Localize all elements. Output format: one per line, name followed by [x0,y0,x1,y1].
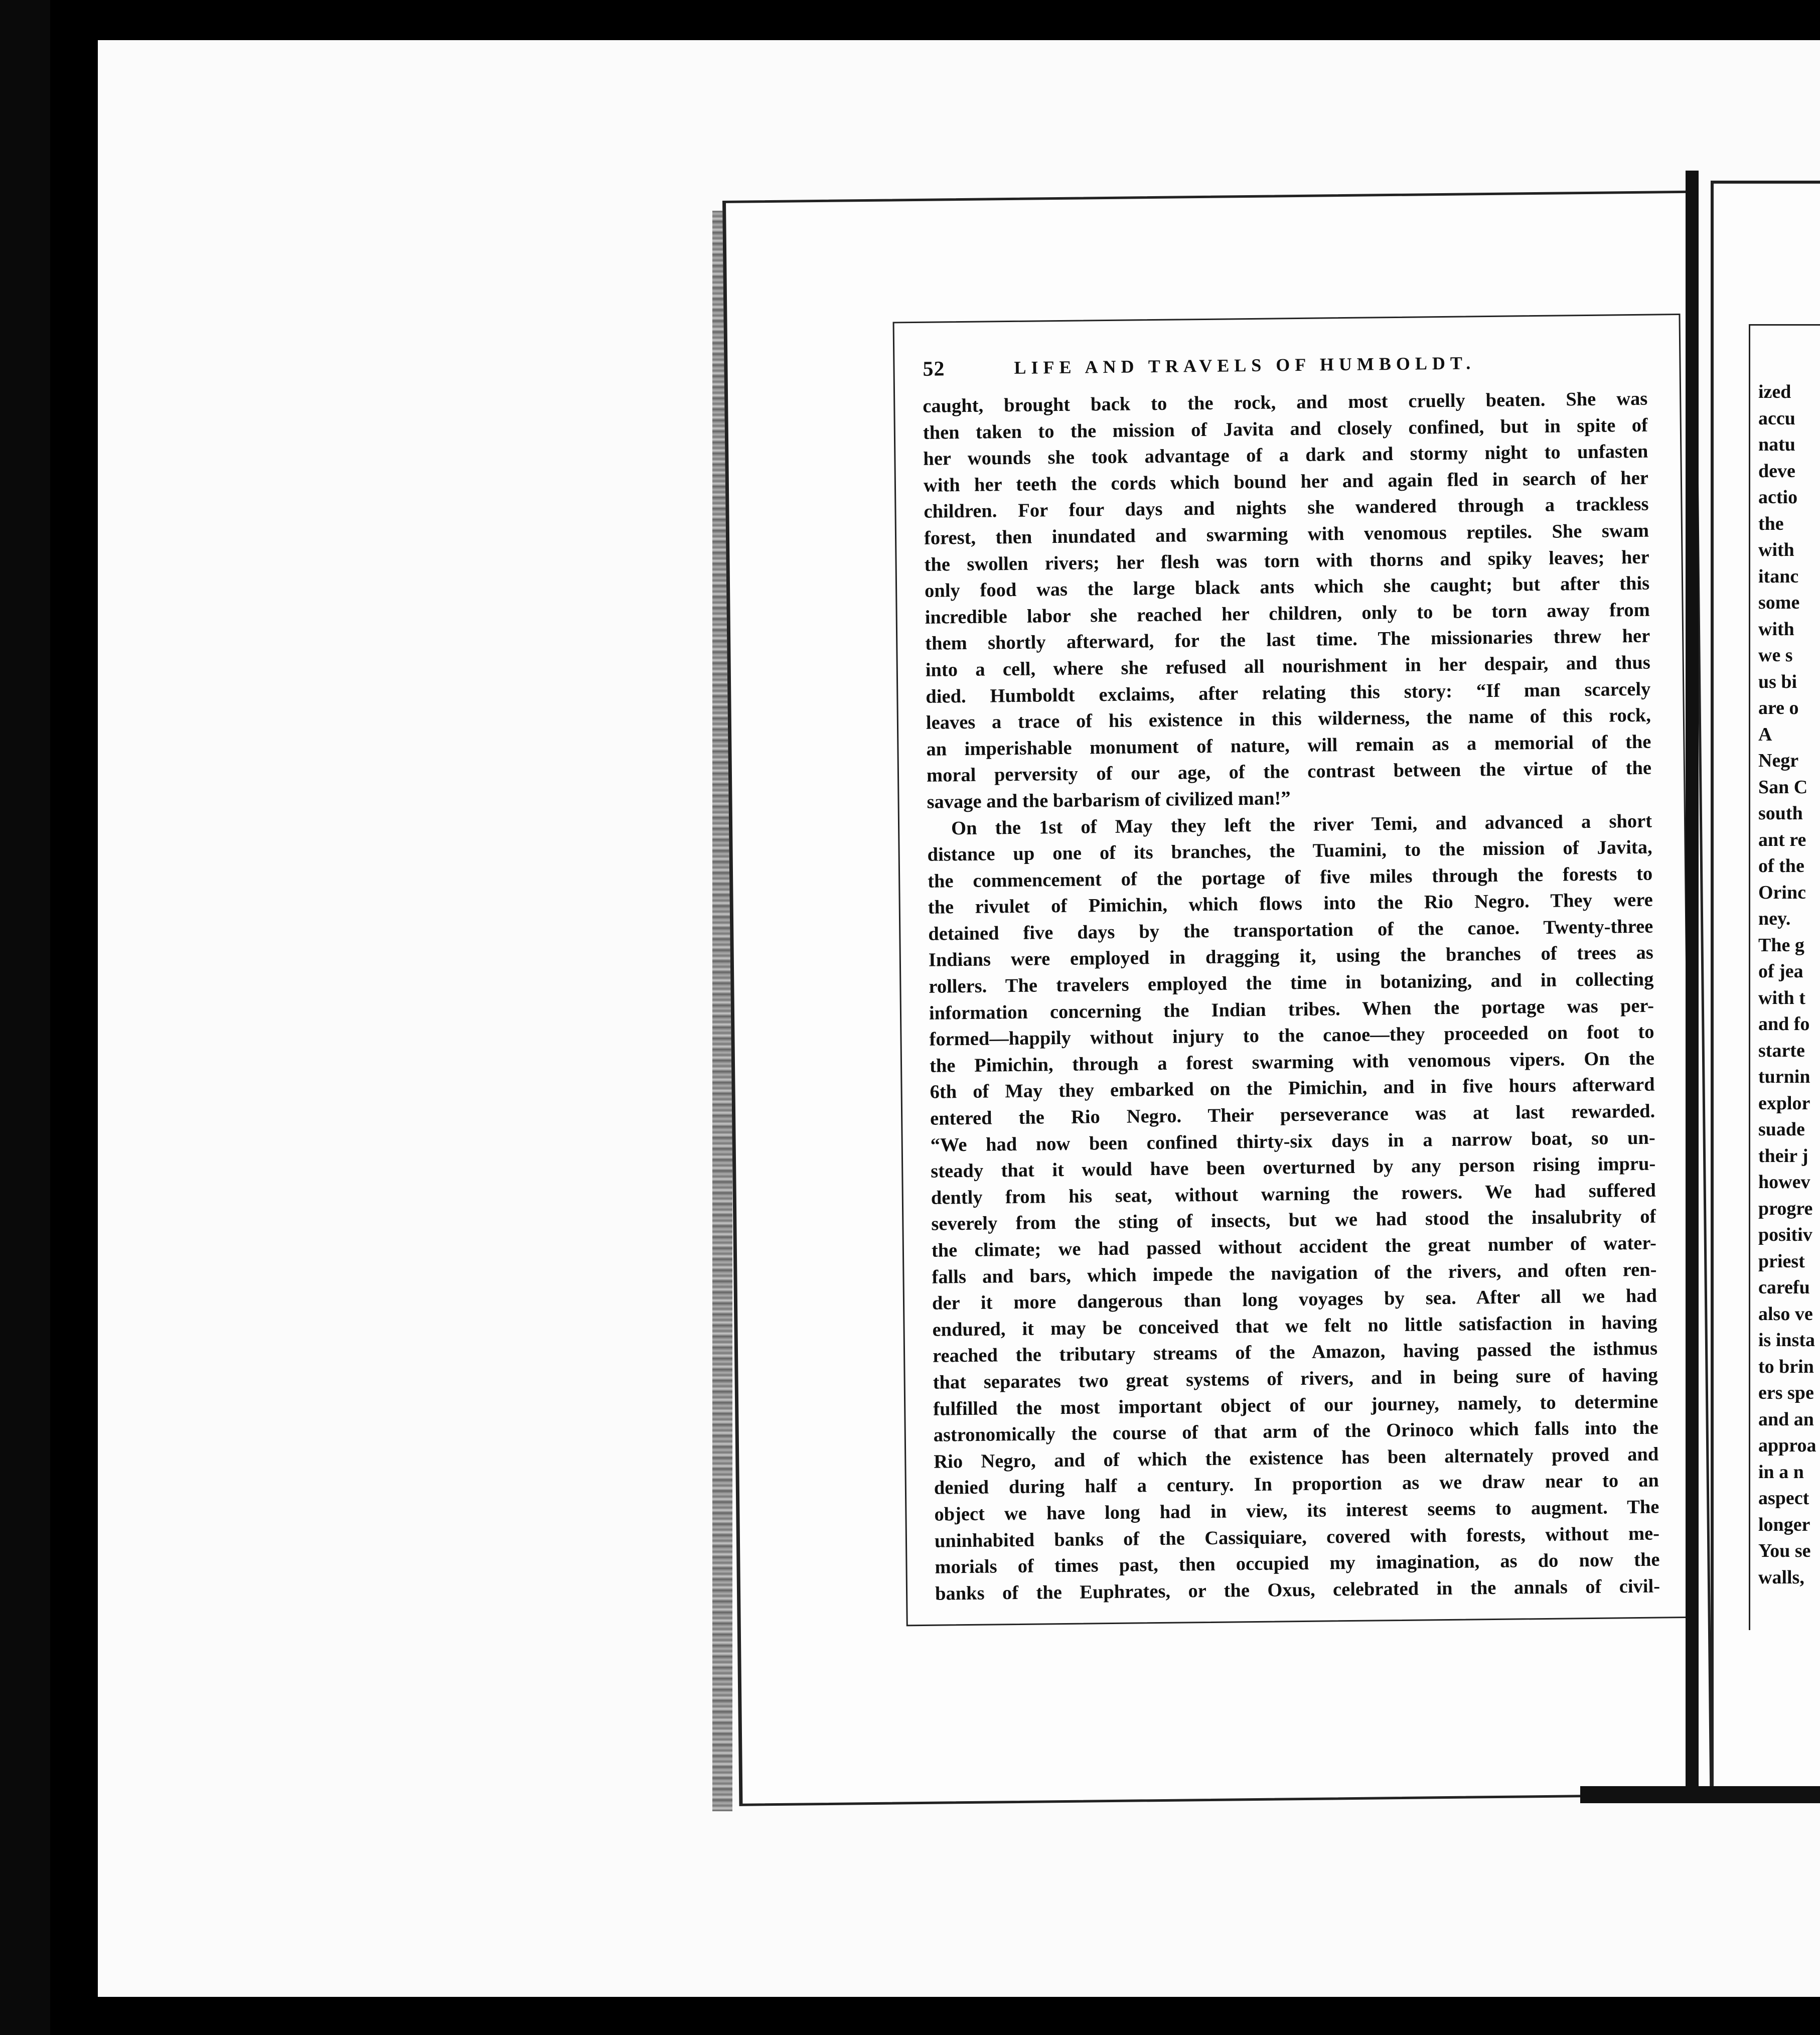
facing-text-line: explor [1758,1092,1810,1114]
facing-text-line: their j [1758,1145,1808,1167]
text-line: died. Humboldt exclaims, after relating this story: “If man scarcely [926,678,1651,707]
facing-text-line: deve [1758,460,1795,482]
facing-text-line: A [1758,723,1772,745]
facing-text-line: of the [1758,855,1804,877]
facing-text-line: and fo [1758,1013,1810,1035]
text-line: “We had now been confined thirty-six days in a narrow boat, so un- [930,1127,1655,1156]
facing-text-line: with [1758,539,1794,560]
page-number: 52 [923,357,945,381]
film-edge-bar [1580,1786,1820,1803]
facing-text-line: Orinc [1758,882,1806,903]
facing-text-line: positiv [1758,1224,1812,1245]
facing-text-line: ant re [1758,829,1806,850]
text-line: entered the Rio Negro. Their perseverance was at last rewarded. [930,1100,1655,1129]
facing-text-line: priest [1758,1250,1805,1272]
facing-text-line: and an [1758,1408,1814,1430]
facing-text-line: accu [1758,407,1795,429]
facing-page-text [1758,379,1816,1590]
text-line: endured, it may be conceived that we felt no little satisfaction in having [932,1312,1657,1341]
facing-text-line: howev [1758,1172,1810,1193]
text-line: into a cell, where she refused all nourishment in her despair, and thus [925,652,1650,681]
body-text [923,386,1660,1607]
text-line: steady that it would have been overturned by any person rising impru- [931,1153,1656,1182]
text-line: leaves a trace of his existence in this wilderness, the name of this rock, [926,704,1651,734]
text-line: that separates two great systems of rivers, and in being sure of having [933,1364,1658,1393]
text-line: dently from his seat, without warning the rowers. We had suffered [931,1180,1656,1209]
text-line: Rio Negro, and of which the existence has been alternately proved and [934,1443,1659,1473]
facing-text-line: San C [1758,776,1808,798]
text-line: object we have long had in view, its interest seems to augment. The [934,1496,1659,1525]
page-heading: LIFE AND TRAVELS OF HUMBOLDT. [1014,353,1476,378]
facing-text-line: itanc [1758,565,1799,587]
facing-text-line: some [1758,592,1800,613]
text-line: caught, brought back to the rock, and most cruelly beaten. She was [923,388,1648,417]
facing-text-line: walls, [1758,1566,1804,1588]
facing-text-line: south [1758,803,1803,824]
facing-text-line: the [1758,513,1784,534]
facing-text-line: suade [1758,1119,1805,1140]
text-line: reached the tributary streams of the Amazon, having passed the isthmus [932,1338,1658,1367]
facing-text-line: natu [1758,434,1795,455]
text-line: the swollen rivers; her flesh was torn with thorns and spiky leaves; her [924,546,1649,575]
facing-text-line: You se [1758,1540,1811,1561]
text-line: denied during half a century. In proportion as we draw near to an [934,1470,1659,1499]
text-line: Indians were employed in dragging it, using the branches of trees as [928,942,1654,971]
running-head [903,350,1656,383]
text-line: der it more dangerous than long voyages by sea. After all we had [932,1285,1657,1314]
facing-text-line: are o [1758,697,1799,718]
text-line: her wounds she took advantage of a dark and stormy night to unfasten [923,441,1648,470]
facing-text-line: to brin [1758,1356,1814,1377]
facing-text-line: longer [1758,1514,1810,1535]
text-line: children. For four days and nights she wandered through a trackless [924,494,1649,523]
text-line: savage and the barbarism of civilized man!” [927,788,1291,813]
text-line: fulfilled the most important object of our journey, namely, to determine [933,1391,1658,1420]
text-line: distance up one of its branches, the Tuamini, to the mission of Javita, [927,836,1652,865]
text-line: severely from the sting of insects, but we had stood the insalubrity of [931,1206,1656,1235]
text-line: 6th of May they embarked on the Pimichin, and in five hours afterward [930,1074,1655,1103]
facing-text-line: carefu [1758,1277,1810,1298]
text-line: On the 1st of May they left the river Temi, and advanced a short [951,810,1652,839]
facing-text-line: is insta [1758,1330,1815,1351]
text-line: formed—happily without injury to the canoe—they proceeded on foot to [929,1021,1654,1051]
text-line: an imperishable monument of nature, will remain as a memorial of the [926,731,1651,760]
text-line: morials of times past, then occupied my imagination, as do now the [935,1549,1660,1578]
text-line: detained five days by the transportation of the canoe. Twenty-three [928,916,1653,945]
book-spine [1686,171,1699,1786]
text-frame [893,314,1694,1626]
text-line: the commencement of the portage of five miles through the forests to [928,863,1653,892]
facing-text-line: with [1758,618,1794,640]
text-line: banks of the Euphrates, or the Oxus, celebrated in the annals of civil- [935,1575,1660,1605]
film-left-margin [0,0,50,2035]
facing-text-line: aspect [1758,1488,1809,1509]
facing-text-line: Negr [1758,750,1799,771]
text-line: uninhabited banks of the Cassiquiare, covered with forests, without me- [934,1523,1660,1552]
text-line: forest, then inundated and swarming with venomous reptiles. She swam [924,520,1649,549]
facing-text-line: in a n [1758,1461,1804,1483]
text-line: the rivulet of Pimichin, which flows into the Rio Negro. They were [928,889,1653,919]
facing-text-line: with t [1758,987,1805,1008]
facing-text-line: approa [1758,1435,1816,1456]
facing-text-line: us bi [1758,671,1797,692]
text-line: incredible labor she reached her children, only to be torn away from [925,599,1650,628]
text-line: only food was the large black ants which she caught; but after this [924,572,1650,602]
text-line: astronomically the course of that arm of the Orinoco which falls into the [933,1417,1658,1446]
text-line: the climate; we had passed without accident the great number of water- [931,1232,1657,1261]
facing-text-line: we s [1758,645,1793,666]
facing-text-line: ers spe [1758,1382,1814,1403]
facing-text-line: The g [1758,934,1804,956]
text-line: the Pimichin, through a forest swarming with venomous vipers. On the [929,1048,1655,1077]
facing-text-line: ized [1758,381,1791,402]
facing-text-line: ney. [1758,908,1791,929]
book-page-left [722,191,1712,1806]
facing-text-line: actio [1758,487,1798,508]
facing-text-line: of jea [1758,961,1803,982]
text-line: rollers. The travelers employed the time in botanizing, and in collecting [929,968,1654,997]
facing-text-line: turnin [1758,1066,1810,1087]
text-line: with her teeth the cords which bound her and again fled in search of her [923,467,1649,496]
text-line: information concerning the Indian tribes. When the portage was per- [929,995,1654,1024]
text-line: then taken to the mission of Javita and closely confined, but in spite of [923,414,1648,444]
facing-text-line: starte [1758,1040,1805,1061]
text-line: falls and bars, which impede the navigation of the rivers, and often ren- [932,1259,1657,1288]
text-line: moral perversity of our age, of the contrast between the virtue of the [926,757,1652,787]
facing-text-line: progre [1758,1198,1813,1219]
text-line: them shortly afterward, for the last time. The missionaries threw her [925,626,1650,655]
facing-text-line: also ve [1758,1303,1813,1325]
